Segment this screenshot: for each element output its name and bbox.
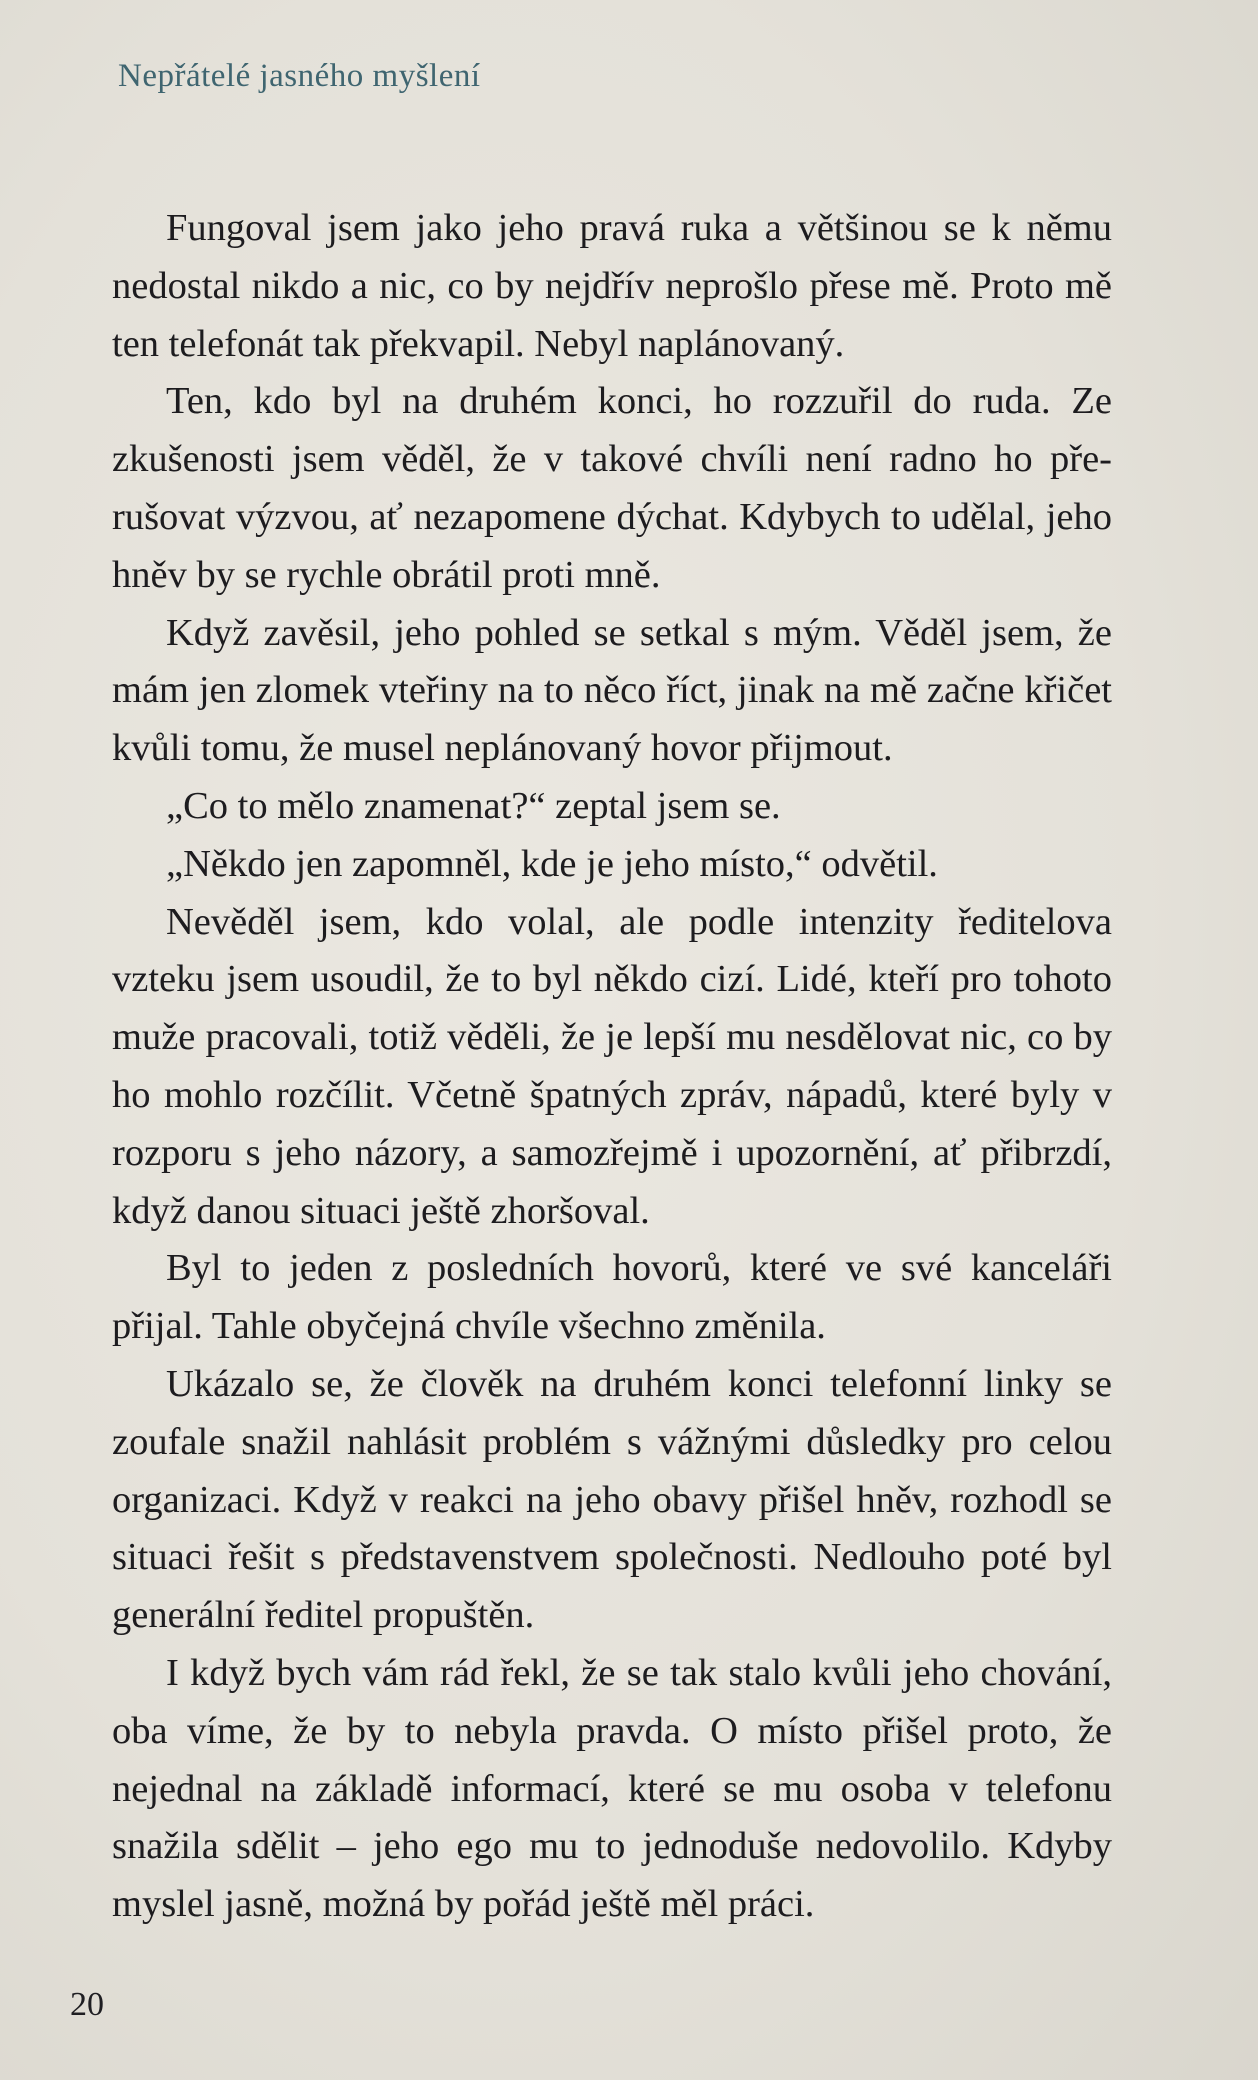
paragraph-8: Ukázalo se, že člověk na druhém konci telefonní linky se zoufale snažil nahlásit problém s vážnými důsledky pro celou organizaci. Když v reakci na jeho obavy přišel hněv, rozhodl se situaci řešit s představenstvem společnosti. Nedlouho poté byl generální ředitel propuštěn. bbox=[112, 1362, 1112, 1637]
body-text bbox=[112, 200, 1112, 1934]
paragraph-7: Byl to jeden z posledních hovorů, které ve své kanceláři přijal. Tahle obyčejná chvíle všechno změnila. bbox=[112, 1247, 1112, 1348]
paragraph-6: Nevěděl jsem, kdo volal, ale podle intenzity ředitelova vzteku jsem usoudil, že to byl někdo cizí. Lidé, kteří pro tohoto muže pracovali, totiž věděli, že je lepší mu nesdělovat nic, co by ho mohlo rozčílit. Včetně špatných zpráv, nápadů, které byly v rozporu s jeho názory, a samozřejmě i upozornění, ať přibrzdí, když danou situaci ještě zhoršoval. bbox=[112, 900, 1112, 1232]
paragraph-3: Když zavěsil, jeho pohled se setkal s mým. Věděl jsem, že mám jen zlomek vteřiny na to něco říct, jinak na mě začne křičet kvůli tomu, že musel neplánovaný hovor přijmout. bbox=[112, 611, 1112, 770]
paragraph-1: Fungoval jsem jako jeho pravá ruka a většinou se k němu nedostal nikdo a nic, co by nejdřív neprošlo přese mě. Proto mě ten telefonát tak překvapil. Nebyl naplánovaný. bbox=[112, 207, 1112, 365]
paragraph-2: Ten, kdo byl na druhém konci, ho rozzuřil do ruda. Ze zkušenosti jsem věděl, že v takové chvíli není radno ho přerušovat výzvou, ať nezapomene dýchat. Kdybych to udělal, jeho hněv by se rychle obrátil proti mně. bbox=[112, 380, 1112, 596]
paragraph-4: „Co to mělo znamenat?“ zeptal jsem se. bbox=[166, 784, 781, 827]
paragraph-5: „Někdo jen zapomněl, kde je jeho místo,“ odvětil. bbox=[166, 842, 938, 885]
paragraph-9: I když bych vám rád řekl, že se tak stalo kvůli jeho chování, oba víme, že by to nebyla pravda. O místo přišel proto, že nejednal na základě informací, které se mu osoba v telefonu snažila sdělit – jeho ego mu to jednoduše nedovolilo. Kdyby myslel jasně, možná by pořád ještě měl práci. bbox=[112, 1651, 1112, 1926]
page-number: 20 bbox=[70, 1986, 104, 2023]
running-head: Nepřátelé jasného myšlení bbox=[118, 58, 481, 94]
